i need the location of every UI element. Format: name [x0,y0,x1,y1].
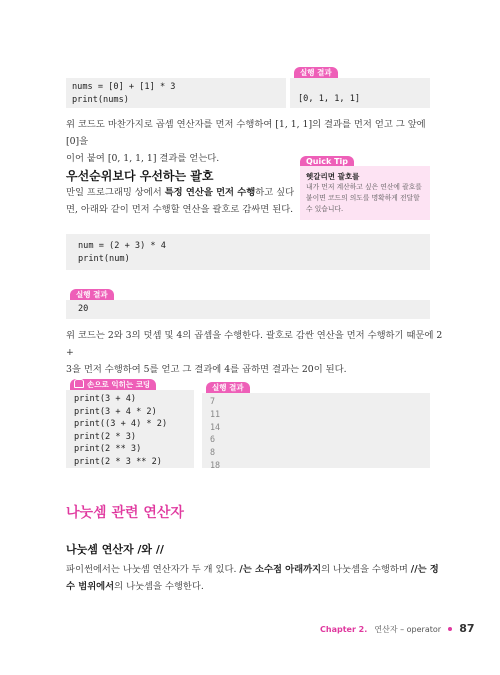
paragraph-line: 위 코드도 마찬가지로 곱셈 연산자를 먼저 수행하여 [1, 1, 1]의 결과를 먼저 얻고 그 앞에 [0]을 [66,119,426,147]
result-line: 14 [210,421,221,432]
result-block [290,78,430,108]
paragraph-line [66,561,446,578]
paragraph [66,184,306,218]
result-tag: 실행 결과 [70,289,114,300]
result-block [202,393,430,468]
code-tag-label: 손으로 익히는 코딩 [87,380,151,389]
code-block [66,234,430,270]
result-tag: 실행 결과 [294,67,338,78]
section-heading: 나눗셈 관련 연산자 [66,505,184,521]
code-line: print(num) [78,253,130,264]
code-line: print(3 + 4 * 2) [74,406,157,417]
text-span: 의 나눗셈을 수행하며 [321,564,411,575]
paragraph-line: 3을 먼저 수행하여 5를 얻고 그 결과에 4를 곱하면 결과는 20이 된다. [66,364,347,375]
result-line: 8 [210,447,216,458]
paragraph-line [66,184,306,201]
result-line: 11 [210,408,221,419]
paragraph-line: 면, 아래와 같이 먼저 수행할 연산을 괄호로 감싸면 된다. [66,204,294,215]
result-text: 20 [78,304,89,314]
page-number: 87 [459,622,475,635]
result-line: 7 [210,396,216,406]
result-text: [0, 1, 1, 1] [298,94,361,104]
code-line: print(2 ** 3) [74,444,142,455]
quick-tip-title: 헷갈리면 괄호를 [306,172,360,181]
result-tag: 실행 결과 [206,382,250,393]
result-block [66,300,430,319]
code-line: print(3 + 4) [74,394,137,404]
bold-text: //는 정 [410,564,439,575]
subsection-heading: 나눗셈 연산자 /와 // [66,543,164,556]
result-line: 18 [210,459,221,470]
bold-text: 수 범위에서 [66,581,115,592]
code-block [66,390,194,468]
hand-icon [74,379,84,388]
section-heading: 우선순위보다 우선하는 괄호 [66,169,214,183]
paragraph-line: 이어 붙여 [0, 1, 1, 1] 결과를 얻는다. [66,153,220,164]
page-footer [320,617,475,636]
paragraph [66,327,446,378]
quick-tip-box [300,166,430,220]
footer-title: 연산자 – operator [374,625,442,634]
footer-dot-icon [448,627,452,631]
text-span: 하고 싶다 [255,187,295,198]
code-block [66,78,286,108]
code-line: print(nums) [72,94,129,105]
code-line: print(2 * 3) [74,431,137,442]
quick-tip-line: 수 있습니다. [306,205,344,213]
quick-tip-line: 붙이면 코드의 의도를 명확하게 전달할 [306,194,420,202]
code-line: print(2 * 3 ** 2) [74,456,162,467]
paragraph-line [66,578,446,595]
code-line: num = (2 + 3) * 4 [78,241,166,251]
code-tag [70,379,156,390]
paragraph-line: 위 코드는 2와 3의 덧셈 및 4의 곱셈을 수행한다. 괄호로 감싼 연산을 먼저 수행하기 때문에 2 + [66,330,443,358]
quick-tip-line: 내가 먼저 계산하고 싶은 연산에 괄호를 [306,183,422,191]
bold-text: /는 소수점 아래까지 [239,564,322,575]
bold-text: 특정 연산을 먼저 수행 [164,187,256,198]
code-line: nums = [0] + [1] * 3 [72,82,176,92]
text-span: 의 나눗셈을 수행한다. [114,581,204,592]
quick-tip-tag: Quick Tip [300,156,354,167]
paragraph [66,116,436,167]
result-line: 6 [210,434,216,445]
text-span: 만일 프로그래밍 상에서 [66,187,165,198]
text-span: 파이썬에서는 나눗셈 연산자가 두 개 있다. [66,564,240,575]
footer-chapter: Chapter 2. [320,625,368,634]
code-line: print((3 + 4) * 2) [74,419,168,430]
paragraph [66,561,446,595]
